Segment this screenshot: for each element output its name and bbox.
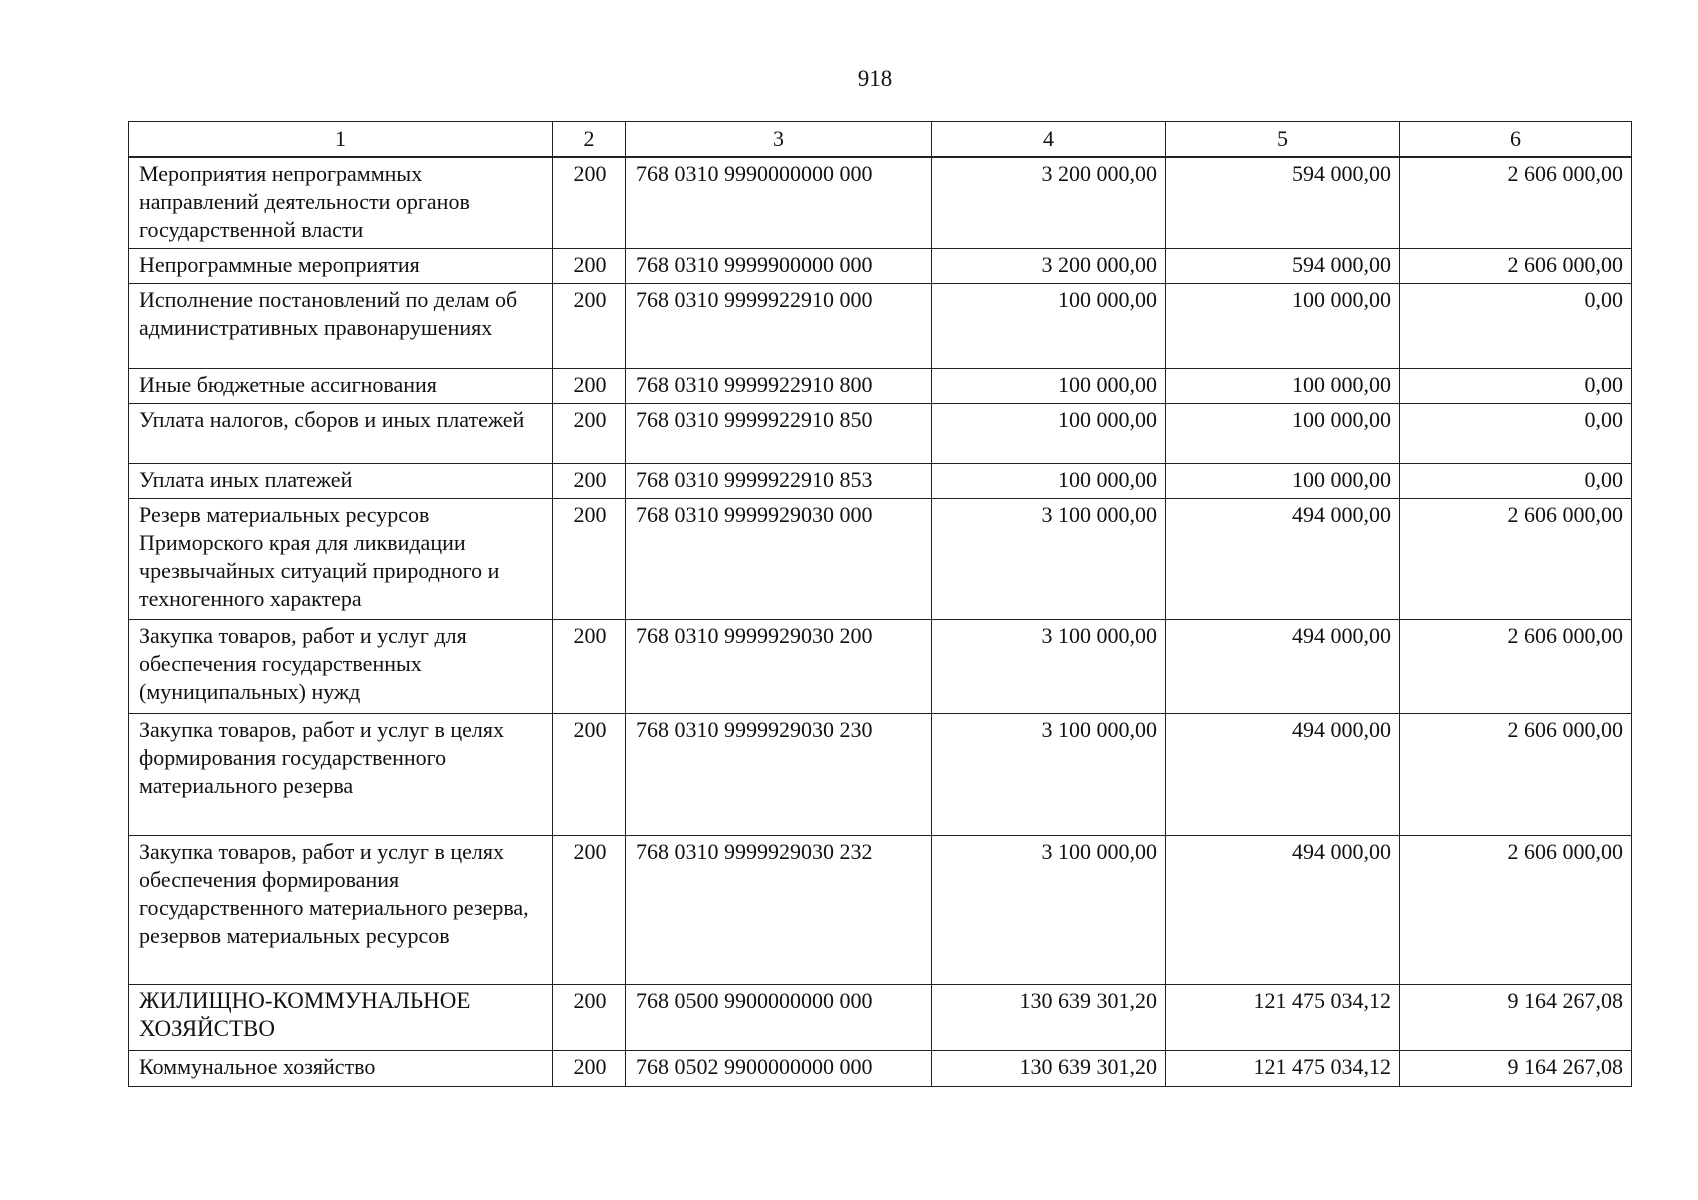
row-value-col6: 0,00	[1400, 369, 1632, 404]
table-row	[129, 714, 1632, 836]
row-name: Иные бюджетные ассигнования	[129, 369, 553, 404]
table-row	[129, 1051, 1632, 1087]
row-value-col6: 2 606 000,00	[1400, 249, 1632, 284]
row-classification: 768 0310 9999929030 200	[626, 620, 932, 714]
row-value-col5: 100 000,00	[1166, 404, 1400, 464]
column-header: 3	[626, 122, 932, 158]
row-code: 200	[553, 985, 626, 1051]
row-value-col6: 0,00	[1400, 464, 1632, 499]
row-code: 200	[553, 620, 626, 714]
table-row	[129, 836, 1632, 985]
row-value-col6: 2 606 000,00	[1400, 157, 1632, 249]
row-value-col4: 3 100 000,00	[932, 499, 1166, 620]
row-classification: 768 0500 9900000000 000	[626, 985, 932, 1051]
row-value-col4: 100 000,00	[932, 284, 1166, 369]
column-header: 1	[129, 122, 553, 158]
row-name: Уплата иных платежей	[129, 464, 553, 499]
table-row	[129, 284, 1632, 369]
row-code: 200	[553, 714, 626, 836]
row-name: Уплата налогов, сборов и иных платежей	[129, 404, 553, 464]
page-number: 918	[857, 66, 893, 91]
row-code: 200	[553, 404, 626, 464]
row-classification: 768 0310 9999922910 853	[626, 464, 932, 499]
row-value-col4: 100 000,00	[932, 404, 1166, 464]
row-value-col4: 130 639 301,20	[932, 985, 1166, 1051]
row-value-col5: 100 000,00	[1166, 369, 1400, 404]
column-header: 4	[932, 122, 1166, 158]
row-classification: 768 0310 9999922910 800	[626, 369, 932, 404]
row-classification: 768 0310 9999900000 000	[626, 249, 932, 284]
row-classification: 768 0310 9999922910 000	[626, 284, 932, 369]
row-value-col5: 121 475 034,12	[1166, 1051, 1400, 1087]
row-value-col5: 594 000,00	[1166, 157, 1400, 249]
row-code: 200	[553, 249, 626, 284]
row-classification: 768 0310 9990000000 000	[626, 157, 932, 249]
table-row	[129, 404, 1632, 464]
row-code: 200	[553, 157, 626, 249]
row-value-col6: 9 164 267,08	[1400, 985, 1632, 1051]
row-name: Мероприятия непрограммных направлений деятельности органов государственной власти	[129, 157, 553, 249]
row-name: Закупка товаров, работ и услуг в целях обеспечения формирования государственного материального резерва, резервов материальных ресурсов	[129, 836, 553, 985]
row-classification: 768 0310 9999922910 850	[626, 404, 932, 464]
table-row	[129, 620, 1632, 714]
row-value-col6: 2 606 000,00	[1400, 620, 1632, 714]
row-value-col4: 3 100 000,00	[932, 620, 1166, 714]
row-value-col5: 594 000,00	[1166, 249, 1400, 284]
row-value-col6: 0,00	[1400, 284, 1632, 369]
row-name: Закупка товаров, работ и услуг в целях формирования государственного материального резерва	[129, 714, 553, 836]
row-code: 200	[553, 464, 626, 499]
row-name: Непрограммные мероприятия	[129, 249, 553, 284]
table-row	[129, 464, 1632, 499]
row-classification: 768 0310 9999929030 000	[626, 499, 932, 620]
row-value-col6: 2 606 000,00	[1400, 714, 1632, 836]
column-header: 6	[1400, 122, 1632, 158]
row-value-col4: 100 000,00	[932, 464, 1166, 499]
row-classification: 768 0502 9900000000 000	[626, 1051, 932, 1087]
row-value-col5: 121 475 034,12	[1166, 985, 1400, 1051]
row-value-col5: 100 000,00	[1166, 464, 1400, 499]
row-code: 200	[553, 1051, 626, 1087]
row-value-col6: 2 606 000,00	[1400, 499, 1632, 620]
row-code: 200	[553, 836, 626, 985]
column-header: 2	[553, 122, 626, 158]
row-value-col4: 130 639 301,20	[932, 1051, 1166, 1087]
row-value-col5: 494 000,00	[1166, 714, 1400, 836]
budget-table	[128, 121, 1632, 1087]
row-value-col4: 100 000,00	[932, 369, 1166, 404]
row-name: Исполнение постановлений по делам об административных правонарушениях	[129, 284, 553, 369]
column-header: 5	[1166, 122, 1400, 158]
row-name: ЖИЛИЩНО-КОММУНАЛЬНОЕ ХОЗЯЙСТВО	[129, 985, 553, 1051]
row-value-col4: 3 200 000,00	[932, 249, 1166, 284]
row-value-col5: 494 000,00	[1166, 836, 1400, 985]
row-value-col6: 9 164 267,08	[1400, 1051, 1632, 1087]
row-value-col4: 3 200 000,00	[932, 157, 1166, 249]
row-value-col5: 100 000,00	[1166, 284, 1400, 369]
row-code: 200	[553, 369, 626, 404]
row-name: Закупка товаров, работ и услуг для обеспечения государственных (муниципальных) нужд	[129, 620, 553, 714]
row-code: 200	[553, 284, 626, 369]
row-classification: 768 0310 9999929030 232	[626, 836, 932, 985]
table-row	[129, 499, 1632, 620]
row-value-col5: 494 000,00	[1166, 620, 1400, 714]
row-code: 200	[553, 499, 626, 620]
row-value-col6: 0,00	[1400, 404, 1632, 464]
row-name: Резерв материальных ресурсов Приморского края для ликвидации чрезвычайных ситуаций природного и техногенного характера	[129, 499, 553, 620]
row-classification: 768 0310 9999929030 230	[626, 714, 932, 836]
table-row	[129, 985, 1632, 1051]
row-value-col5: 494 000,00	[1166, 499, 1400, 620]
row-value-col4: 3 100 000,00	[932, 836, 1166, 985]
table-row	[129, 369, 1632, 404]
table-row	[129, 249, 1632, 284]
table-row	[129, 157, 1632, 249]
row-value-col4: 3 100 000,00	[932, 714, 1166, 836]
row-name: Коммунальное хозяйство	[129, 1051, 553, 1087]
table-header-row	[129, 122, 1632, 158]
row-value-col6: 2 606 000,00	[1400, 836, 1632, 985]
